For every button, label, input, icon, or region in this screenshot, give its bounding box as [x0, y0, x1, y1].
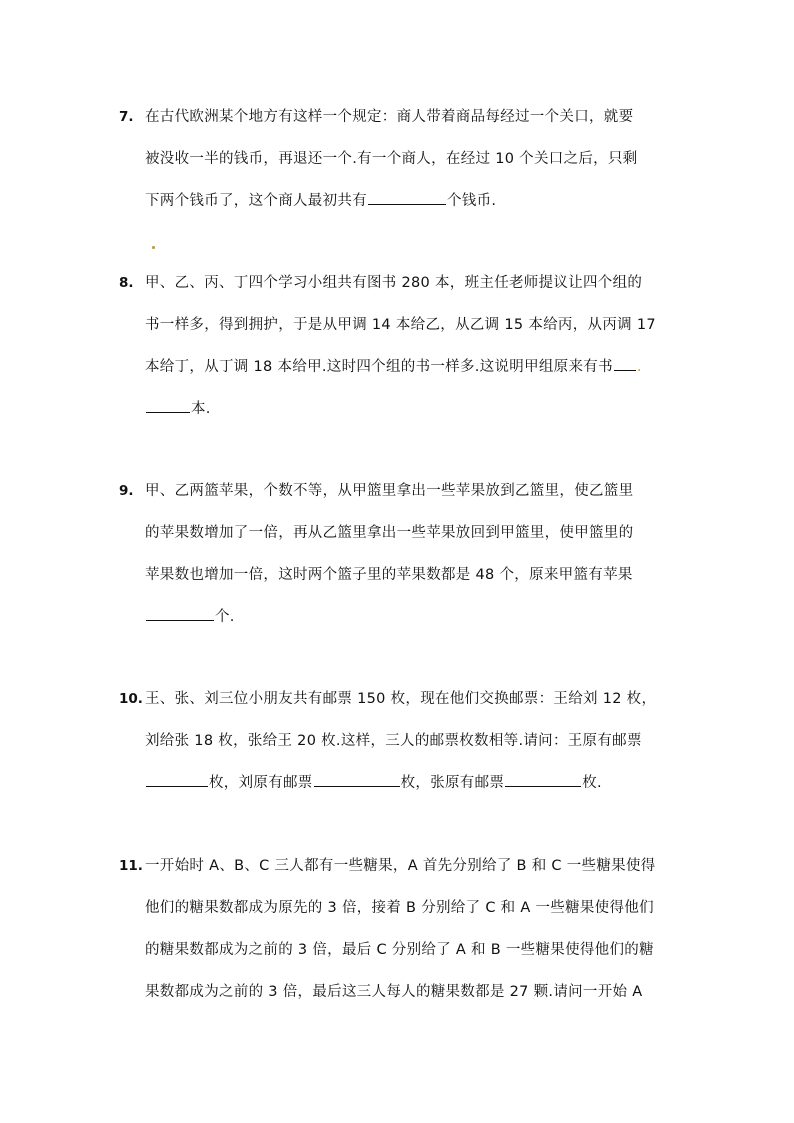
text-line: 本给丁，从丁调 18 本给甲.这时四个组的书一样多.这说明甲组原来有书 .: [145, 346, 679, 388]
problem-number: 9.: [119, 483, 134, 499]
problem-11: [119, 845, 679, 1013]
text-line: 被没收一半的钱币，再退还一个.有一个商人，在经过 10 个关口之后，只剩: [145, 151, 638, 167]
problem-10: [119, 678, 679, 804]
text-line: 王、张、刘三位小朋友共有邮票 150 枚，现在他们交换邮票：王给刘 12 枚，: [145, 691, 657, 707]
problem-9: [119, 470, 679, 638]
problem-number: 7.: [119, 109, 134, 125]
text-line: 甲、乙两篮苹果，个数不等，从甲篮里拿出一些苹果放到乙篮里，使乙篮里: [145, 483, 634, 499]
problem-number: 11.: [119, 858, 143, 874]
text-line: 书一样多，得到拥护，于是从甲调 14 本给乙，从乙调 15 本给丙，从丙调 17: [145, 317, 656, 333]
text-line: 个.: [145, 596, 679, 638]
text-line: 一开始时 A、B、C 三人都有一些糖果，A 首先分别给了 B 和 C 一些糖果使得: [145, 858, 656, 874]
problem-text: [145, 96, 679, 222]
problem-text: [145, 845, 679, 1013]
problem-text: [145, 678, 679, 804]
answer-blank[interactable]: [368, 190, 446, 205]
text-line: 苹果数也增加一倍，这时两个篮子里的苹果数都是 48 个，原来甲篮有苹果: [145, 567, 633, 583]
text-line: 他们的糖果数都成为原先的 3 倍，接着 B 分别给了 C 和 A 一些糖果使得他们: [145, 900, 654, 916]
problem-7: [119, 96, 679, 222]
text-line: 甲、乙、丙、丁四个学习小组共有图书 280 本，班主任老师提议让四个组的: [145, 275, 643, 291]
answer-blank[interactable]: [146, 398, 190, 413]
text-line: 刘给张 18 枚，张给王 20 枚.这样，三人的邮票枚数相等.请问：王原有邮票: [145, 733, 642, 749]
text-line: 本.: [145, 388, 679, 430]
text-line: 的苹果数增加了一倍，再从乙篮里拿出一些苹果放回到甲篮里，使甲篮里的: [145, 525, 634, 541]
answer-blank[interactable]: [146, 772, 208, 787]
answer-blank[interactable]: [314, 772, 400, 787]
text-line: 果数都成为之前的 3 倍，最后这三人每人的糖果数都是 27 颗.请问一开始 A: [145, 984, 643, 1000]
problem-8: [119, 262, 679, 430]
answer-blank[interactable]: [146, 606, 214, 621]
answer-blank[interactable]: [614, 356, 636, 371]
text-line: 枚，刘原有邮票 枚，张原有邮票 枚.: [145, 762, 679, 804]
text-line: 下两个钱币了，这个商人最初共有 个钱币.: [145, 180, 679, 222]
problem-number: 8.: [119, 275, 134, 291]
answer-blank[interactable]: [505, 772, 581, 787]
stray-mark: [152, 246, 155, 249]
problem-number: 10.: [119, 691, 143, 707]
problem-text: [145, 262, 679, 430]
text-line: 在古代欧洲某个地方有这样一个规定：商人带着商品每经过一个关口，就要: [145, 109, 634, 125]
text-line: 的糖果数都成为之前的 3 倍，最后 C 分别给了 A 和 B 一些糖果使得他们的糖: [145, 942, 654, 958]
problem-text: [145, 470, 679, 638]
